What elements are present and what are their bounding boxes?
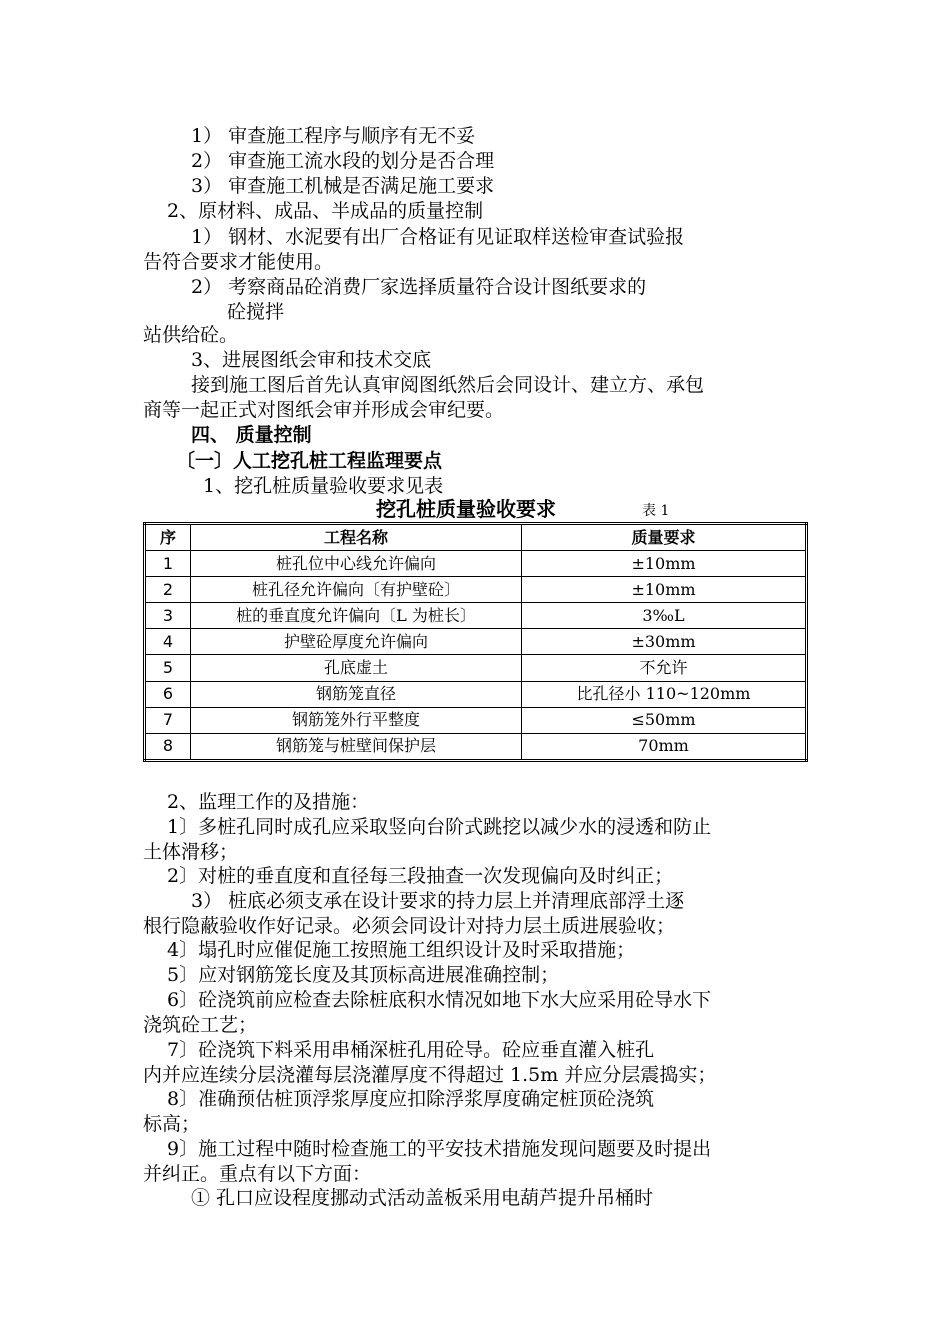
paragraph-line: 3） 桩底必须支承在设计要求的持力层上并清理底部浮土逐	[191, 890, 685, 912]
paragraph-line: 告符合要求才能使用。	[143, 251, 334, 273]
cell-requirement: 不允许	[522, 655, 807, 681]
table-row	[145, 603, 807, 629]
quality-table	[143, 522, 808, 762]
table-header-row	[145, 524, 807, 551]
paragraph-line: 土体滑移；	[143, 841, 239, 863]
cell-seq: 6	[145, 681, 191, 707]
header-requirement: 质量要求	[522, 524, 807, 551]
header-item: 工程名称	[191, 524, 522, 551]
paragraph-line: 站供给砼。	[143, 324, 239, 346]
paragraph-line: 浇筑砼工艺；	[143, 1014, 258, 1036]
paragraph-line: 4〕塌孔时应催促施工按照施工组织设计及时采取措施；	[167, 939, 636, 961]
paragraph-line: 砼搅拌	[227, 301, 285, 323]
paragraph-line: 1、挖孔桩质量验收要求见表	[203, 475, 444, 497]
paragraph-line: 1） 审查施工程序与顺序有无不妥	[191, 125, 476, 147]
paragraph-line: ① 孔口应设程度挪动式活动盖板采用电葫芦提升吊桶时	[191, 1187, 654, 1209]
paragraph-line: 并纠正。重点有以下方面：	[143, 1163, 372, 1185]
cell-item: 钢筋笼直径	[191, 681, 522, 707]
cell-seq: 8	[145, 733, 191, 760]
paragraph-line: 2） 考察商品砼消费厂家选择质量符合设计图纸要求的	[191, 276, 647, 298]
paragraph-line: 3） 审查施工机械是否满足施工要求	[191, 175, 495, 197]
cell-seq: 2	[145, 577, 191, 603]
paragraph-line: 标高；	[143, 1113, 201, 1135]
paragraph-line: 6〕砼浇筑前应检查去除桩底积水情况如地下水大应采用砼导水下	[167, 989, 712, 1011]
cell-seq: 5	[145, 655, 191, 681]
paragraph-line: 内并应连续分层浇灌每层浇灌厚度不得超过 1.5m 并应分层震捣实；	[143, 1064, 717, 1086]
cell-requirement: ≤50mm	[522, 707, 807, 733]
table-row	[145, 655, 807, 681]
cell-requirement: ±10mm	[522, 551, 807, 577]
paragraph-line: 四、 质量控制	[191, 424, 312, 446]
paragraph-line: 〔一〕人工挖孔桩工程监理要点	[176, 450, 443, 472]
paragraph-line: 2〕对桩的垂直度和直径每三段抽查一次发现偏向及时纠正；	[167, 865, 674, 887]
paragraph-line: 3、进展图纸会审和技术交底	[191, 349, 432, 371]
paragraph-line: 2） 审查施工流水段的划分是否合理	[191, 150, 495, 172]
cell-requirement: ±10mm	[522, 577, 807, 603]
header-seq: 序	[145, 524, 191, 551]
table-row	[145, 733, 807, 760]
paragraph-line: 8〕准确预估桩顶浮浆厚度应扣除浮浆厚度确定桩顶砼浇筑	[167, 1088, 655, 1110]
cell-seq: 4	[145, 629, 191, 655]
paragraph-line: 商等一起正式对图纸会审并形成会审纪要。	[143, 399, 505, 421]
table-row	[145, 551, 807, 577]
table-number: 表 1	[642, 503, 670, 519]
paragraph-line: 1〕多桩孔同时成孔应采取竖向台阶式跳挖以减少水的浸透和防止	[167, 816, 712, 838]
cell-item: 钢筋笼与桩壁间保护层	[191, 733, 522, 760]
paragraph-line: 根行隐蔽验收作好记录。必须会同设计对持力层土质进展验收；	[143, 915, 676, 937]
cell-requirement: ±30mm	[522, 629, 807, 655]
paragraph-line: 5〕应对钢筋笼长度及其顶标高进展准确控制；	[167, 964, 560, 986]
cell-seq: 1	[145, 551, 191, 577]
cell-requirement: 70mm	[522, 733, 807, 760]
paragraph-line: 2、原材料、成品、半成品的质量控制	[167, 200, 484, 222]
cell-item: 护壁砼厚度允许偏向	[191, 629, 522, 655]
paragraph-line: 9〕施工过程中随时检查施工的平安技术措施发现问题要及时提出	[167, 1138, 712, 1160]
cell-item: 桩孔径允许偏向〔有护壁砼〕	[191, 577, 522, 603]
table-row	[145, 707, 807, 733]
cell-item: 孔底虚土	[191, 655, 522, 681]
table-row	[145, 577, 807, 603]
paragraph-line: 2、监理工作的及措施：	[167, 791, 370, 813]
cell-requirement: 3‰L	[522, 603, 807, 629]
table-row	[145, 681, 807, 707]
paragraph-line: 7〕砼浇筑下料采用串桶深桩孔用砼导。砼应垂直灌入桩孔	[167, 1039, 655, 1061]
table-title: 挖孔桩质量验收要求	[376, 497, 556, 521]
cell-seq: 3	[145, 603, 191, 629]
cell-item: 桩孔位中心线允许偏向	[191, 551, 522, 577]
paragraph-line: 1） 钢材、水泥要有出厂合格证有见证取样送检审查试验报	[191, 226, 685, 248]
cell-item: 钢筋笼外行平整度	[191, 707, 522, 733]
paragraph-line: 接到施工图后首先认真审阅图纸然后会同设计、建立方、承包	[191, 374, 705, 396]
table-row	[145, 629, 807, 655]
cell-item: 桩的垂直度允许偏向〔L 为桩长〕	[191, 603, 522, 629]
cell-requirement: 比孔径小 110~120mm	[522, 681, 807, 707]
cell-seq: 7	[145, 707, 191, 733]
